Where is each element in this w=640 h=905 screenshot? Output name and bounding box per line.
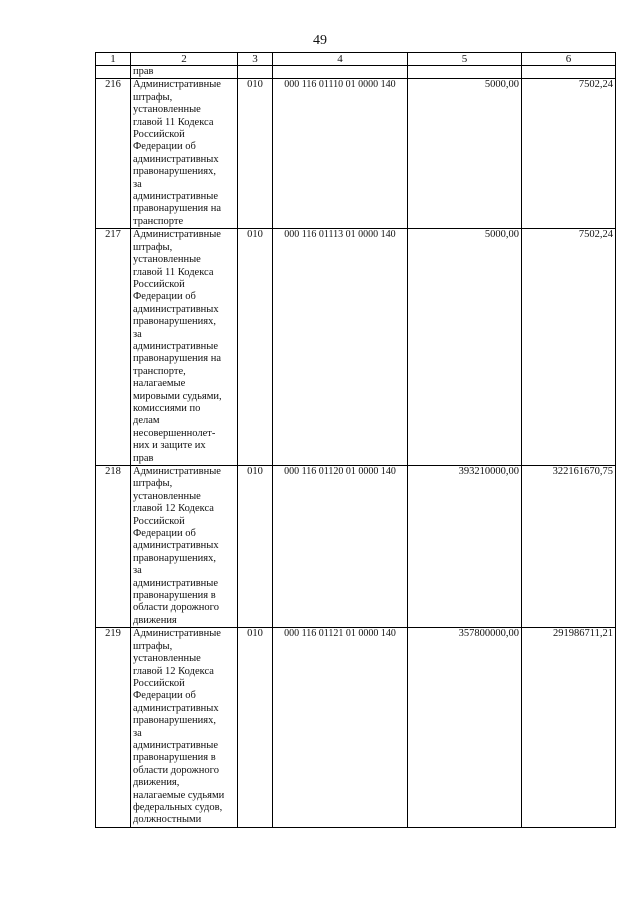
- row-name-line: прав: [133, 452, 154, 464]
- row-name-line: административные: [133, 739, 219, 751]
- row-name-line: Российской: [133, 515, 185, 527]
- row-name-line: Российской: [133, 278, 185, 290]
- row-name-line: за: [133, 727, 142, 739]
- row-executed: 322161670,75: [522, 466, 616, 628]
- row-code: 010: [238, 79, 273, 229]
- row-name-line: Административные: [133, 229, 221, 241]
- row-name-line: области дорожного: [133, 602, 219, 614]
- row-kbk: 000 116 01121 01 0000 140: [273, 628, 408, 828]
- row-name-line: установленные: [133, 653, 201, 665]
- row-name-line: движения,: [133, 777, 180, 789]
- budget-table: [95, 52, 616, 828]
- row-name-line: правонарушения в: [133, 590, 216, 602]
- row-name-line: федеральных судов,: [133, 801, 223, 813]
- page-number: 49: [313, 33, 327, 48]
- row-kbk: 000 116 01113 01 0000 140: [273, 229, 408, 466]
- row-name-line: за: [133, 565, 142, 577]
- row-number: 219: [96, 628, 131, 828]
- continuation-text: прав: [131, 66, 238, 79]
- row-number: 216: [96, 79, 131, 229]
- row-name-line: правонарушениях,: [133, 552, 216, 564]
- row-name-line: области дорожного: [133, 764, 219, 776]
- row-plan: 5000,00: [408, 229, 522, 466]
- row-name-line: административных: [133, 153, 219, 165]
- row-name-line: административные: [133, 191, 219, 203]
- row-name-line: установленные: [133, 490, 201, 502]
- row-kbk: 000 116 01120 01 0000 140: [273, 466, 408, 628]
- row-name-line: штрафы,: [133, 241, 173, 253]
- row-name-line: административных: [133, 540, 219, 552]
- row-name-line: правонарушениях,: [133, 715, 216, 727]
- row-name-line: правонарушения на: [133, 353, 222, 365]
- row-name-line: штрафы,: [133, 91, 173, 103]
- row-name-line: Административные: [133, 79, 221, 91]
- row-code: 010: [238, 628, 273, 828]
- row-name-line: правонарушения на: [133, 203, 222, 215]
- row-name-line: штрафы,: [133, 640, 173, 652]
- row-name-line: мировыми судьями,: [133, 390, 222, 402]
- row-name-line: главой 12 Кодекса: [133, 665, 214, 677]
- row-name-line: Федерации об: [133, 291, 196, 303]
- table-row: [96, 79, 616, 229]
- row-name-line: Российской: [133, 129, 185, 141]
- row-name: [131, 79, 238, 229]
- row-name-line: установленные: [133, 104, 201, 116]
- row-name-line: налагаемые: [133, 378, 186, 390]
- row-name-line: главой 12 Кодекса: [133, 503, 214, 515]
- header-cell: 4: [273, 53, 408, 66]
- row-name-line: транспорте,: [133, 365, 186, 377]
- header-cell: 5: [408, 53, 522, 66]
- row-name-line: штрафы,: [133, 478, 173, 490]
- row-name-line: за: [133, 328, 142, 340]
- row-plan: 393210000,00: [408, 466, 522, 628]
- row-name-line: Административные: [133, 466, 221, 477]
- row-name-line: движения: [133, 614, 177, 626]
- row-name-line: административные: [133, 340, 219, 352]
- row-name-line: правонарушениях,: [133, 166, 216, 178]
- header-cell: 3: [238, 53, 273, 66]
- continuation-row: [96, 66, 616, 79]
- row-plan: 357800000,00: [408, 628, 522, 828]
- row-kbk: 000 116 01110 01 0000 140: [273, 79, 408, 229]
- row-name-line: административных: [133, 702, 219, 714]
- row-name-line: главой 11 Кодекса: [133, 116, 214, 128]
- row-plan: 5000,00: [408, 79, 522, 229]
- row-number: 217: [96, 229, 131, 466]
- header-row: [96, 53, 616, 66]
- row-name-line: правонарушения в: [133, 752, 216, 764]
- row-number: 218: [96, 466, 131, 628]
- row-name-line: Федерации об: [133, 141, 196, 153]
- row-name-line: Федерации об: [133, 690, 196, 702]
- row-name-line: за: [133, 178, 142, 190]
- row-code: 010: [238, 229, 273, 466]
- row-name-line: должностными: [133, 814, 202, 826]
- row-name-line: несовершеннолет-: [133, 427, 216, 439]
- row-name-line: административных: [133, 303, 219, 315]
- row-name-line: транспорте: [133, 215, 184, 227]
- row-code: 010: [238, 466, 273, 628]
- row-name-line: них и защите их: [133, 440, 206, 452]
- table-row: [96, 628, 616, 828]
- row-executed: 291986711,21: [522, 628, 616, 828]
- table-row: [96, 466, 616, 628]
- row-name-line: главой 11 Кодекса: [133, 266, 214, 278]
- row-name: [131, 466, 238, 628]
- row-name-line: административные: [133, 577, 219, 589]
- row-name-line: правонарушениях,: [133, 316, 216, 328]
- table-row: [96, 229, 616, 466]
- row-executed: 7502,24: [522, 229, 616, 466]
- header-cell: 2: [131, 53, 238, 66]
- row-name-line: установленные: [133, 254, 201, 266]
- header-cell: 1: [96, 53, 131, 66]
- row-name: [131, 229, 238, 466]
- row-name-line: Федерации об: [133, 528, 196, 540]
- row-name-line: комиссиями по: [133, 402, 201, 414]
- row-name-line: налагаемые судьями: [133, 789, 225, 801]
- header-cell: 6: [522, 53, 616, 66]
- row-name-line: Российской: [133, 677, 185, 689]
- row-name: [131, 628, 238, 828]
- row-name-line: Административные: [133, 628, 221, 640]
- row-name-line: делам: [133, 415, 160, 427]
- row-executed: 7502,24: [522, 79, 616, 229]
